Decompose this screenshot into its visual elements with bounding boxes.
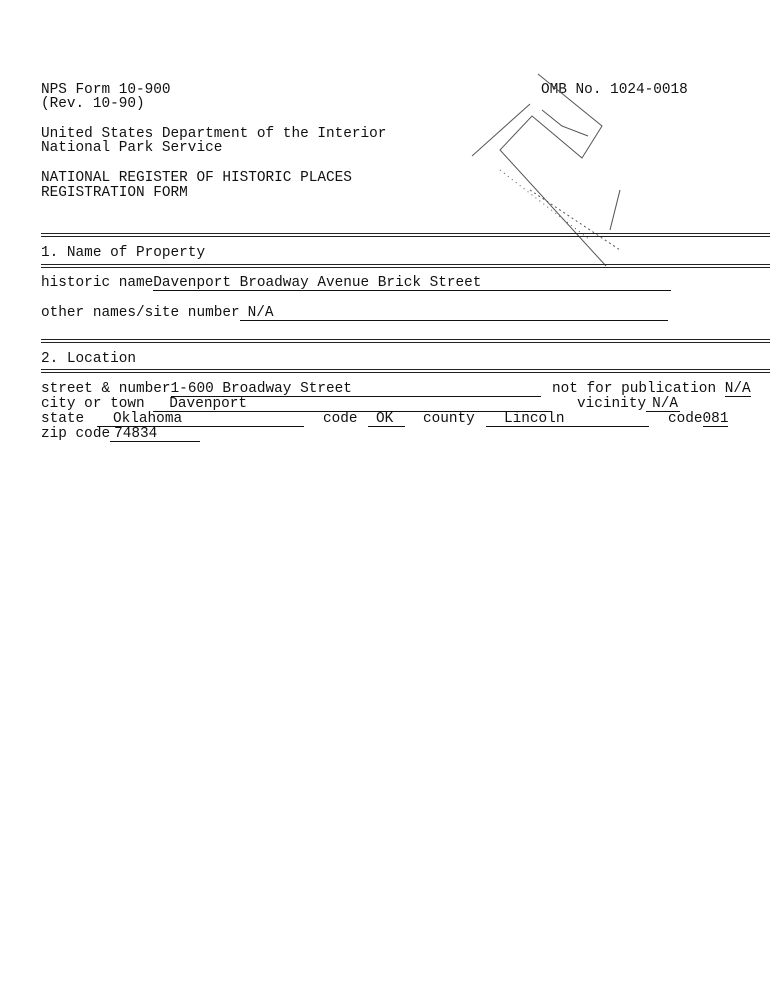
vicinity-row	[577, 397, 680, 412]
city-row	[41, 397, 551, 412]
not-for-publication-field[interactable]: N/A	[724, 381, 751, 397]
state-code-wrap	[368, 412, 405, 427]
zip-row	[41, 427, 200, 442]
street-label: street & number	[41, 381, 171, 397]
county-field-wrap	[486, 412, 649, 427]
city-label: city or town	[41, 396, 145, 412]
county-code-row	[668, 412, 728, 427]
form-title: REGISTRATION FORM	[41, 185, 188, 201]
not-for-publication-label: not for publication	[552, 381, 717, 397]
section-divider	[41, 369, 770, 373]
county-code-field[interactable]: 081	[702, 411, 729, 427]
county-label: county	[423, 411, 475, 427]
register-title: NATIONAL REGISTER OF HISTORIC PLACES	[41, 170, 352, 186]
form-revision: (Rev. 10-90)	[41, 96, 145, 112]
vicinity-label: vicinity	[577, 396, 647, 412]
zip-label: zip code	[41, 426, 111, 442]
section-2-title: 2. Location	[41, 351, 136, 367]
section-divider	[41, 264, 770, 268]
vicinity-field[interactable]: N/A	[646, 398, 680, 412]
department-name: United States Department of the Interior	[41, 126, 387, 142]
state-code-field[interactable]: OK	[368, 413, 405, 427]
street-row	[41, 382, 541, 397]
not-for-publication-row	[552, 382, 751, 397]
section-divider	[41, 233, 770, 237]
historic-name-label: historic name	[41, 275, 154, 291]
county-code-label: code	[668, 411, 703, 427]
historic-name-field[interactable]: Davenport Broadway Avenue Brick Street	[153, 277, 671, 291]
historic-name-row	[41, 276, 671, 291]
zip-field[interactable]: 74834	[110, 428, 200, 442]
section-1-title: 1. Name of Property	[41, 245, 206, 261]
form-number: NPS Form 10-900	[41, 82, 171, 98]
county-field[interactable]: Lincoln	[486, 413, 649, 427]
city-field[interactable]: Davenport	[153, 398, 551, 412]
omb-number: OMB No. 1024-0018	[541, 82, 688, 98]
state-label: state	[41, 411, 85, 427]
state-field[interactable]: Oklahoma	[97, 413, 304, 427]
service-name: National Park Service	[41, 140, 223, 156]
other-names-label: other names/site number	[41, 305, 240, 321]
other-names-row	[41, 306, 668, 321]
other-names-field[interactable]: N/A	[240, 307, 668, 321]
received-stamp	[470, 70, 640, 270]
state-field-wrap	[97, 412, 304, 427]
street-field[interactable]: 1-600 Broadway Street	[171, 383, 541, 397]
section-divider	[41, 339, 770, 343]
state-code-label: code	[323, 411, 358, 427]
